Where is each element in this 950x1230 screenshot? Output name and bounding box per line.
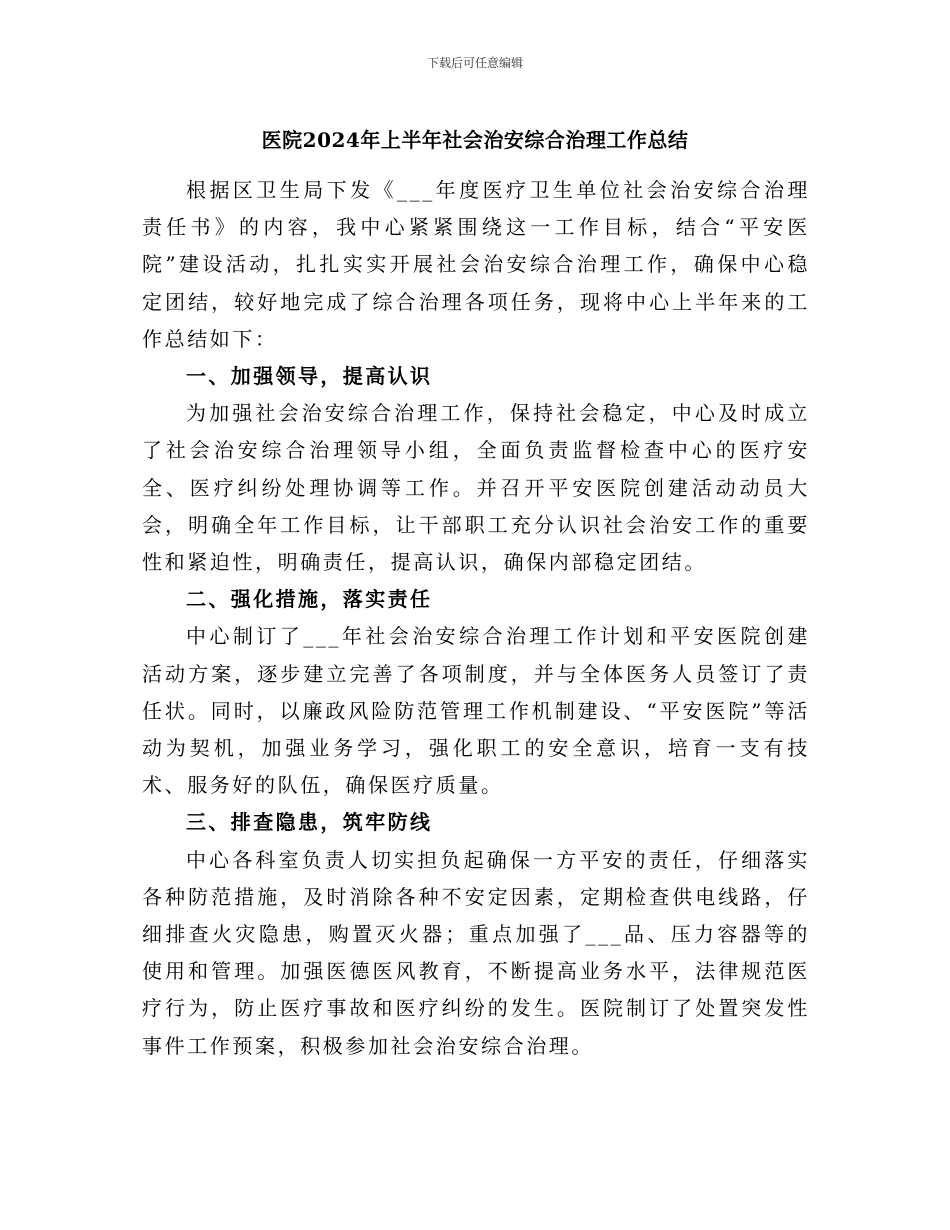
section-body-3: 中心各科室负责人切实担负起确保一方平安的责任，仔细落实各种防范措施，及时消除各种不安定因素，定期检查供电线路，仔细排查火灾隐患，购置灭火器；重点加强了___品、压力容器等的使用和管理。加强医德医风教育，不断提高业务水平，法律规范医疗行为，防止医疗事故和医疗纠纷的发生。医院制订了处置突发性事件工作预案，积极参加社会治安综合治理。 bbox=[142, 847, 810, 1058]
section-heading-3: 三、排查隐患，筑牢防线 bbox=[186, 810, 433, 835]
header-note: 下载后可任意编辑 bbox=[426, 56, 523, 70]
section-body-1: 为加强社会治安综合治理工作，保持社会稳定，中心及时成立了社会治安综合治理领导小组，全面负责监督检查中心的医疗安全、医疗纠纷处理协调等工作。并召开平安医院创建活动动员大会，明确全年工作目标，让干部职工充分认识社会治安工作的重要性和紧迫性，明确责任，提高认识，确保内部稳定团结。 bbox=[142, 401, 810, 575]
document-body bbox=[142, 172, 810, 1065]
section-heading-1: 一、加强领导，提高认识 bbox=[186, 364, 433, 389]
section-body-2: 中心制订了___年社会治安综合治理工作计划和平安医院创建活动方案，逐步建立完善了各项制度，并与全体医务人员签订了责任状。同时，以廉政风险防范管理工作机制建设、“平安医院”等活动为契机，加强业务学习，强化职工的安全意识，培育一支有技术、服务好的队伍，确保医疗质量。 bbox=[142, 624, 810, 798]
section-heading-2: 二、强化措施，落实责任 bbox=[186, 587, 433, 612]
intro-paragraph: 根据区卫生局下发《___年度医疗卫生单位社会治安综合治理责任书》的内容，我中心紧紧围绕这一工作目标，结合“平安医院”建设活动，扎扎实实开展社会治安综合治理工作，确保中心稳定团结，较好地完成了综合治理各项任务，现将中心上半年来的工作总结如下： bbox=[142, 178, 810, 351]
document-title: 医院2024年上半年社会治安综合治理工作总结 bbox=[261, 128, 689, 152]
